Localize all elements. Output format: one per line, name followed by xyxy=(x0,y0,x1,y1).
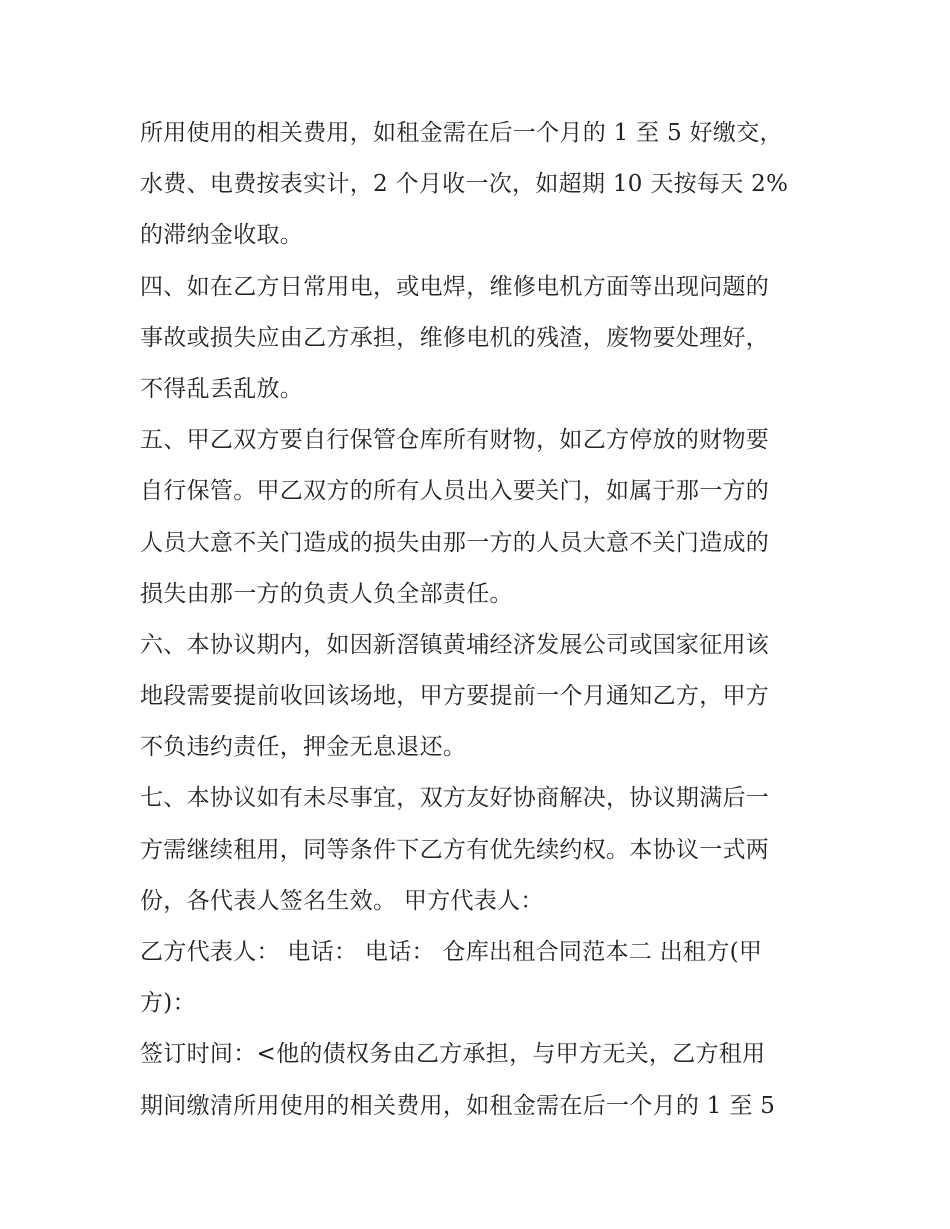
text-line: 事故或损失应由乙方承担，维修电机的残渣，废物要处理好， xyxy=(140,324,770,351)
text-line: 四、如在乙方日常用电，或电焊，维修电机方面等出现问题的 xyxy=(140,273,770,300)
text-line: 地段需要提前收回该场地，甲方要提前一个月通知乙方，甲方 xyxy=(140,683,770,710)
text-line: 期间缴清所用使用的相关费用，如租金需在后一个月的 1 至 5 xyxy=(140,1092,776,1119)
text-line: 七、本协议如有未尽事宜，双方友好协商解决，协议期满后一 xyxy=(140,785,770,812)
text-line: 水费、电费按表实计，2 个月收一次，如超期 10 天按每天 2% xyxy=(140,171,789,198)
text-line: 的滞纳金收取。 xyxy=(140,222,304,249)
text-line: 自行保管。甲乙双方的所有人员出入要关门，如属于那一方的 xyxy=(140,478,770,505)
text-line: 方)： xyxy=(140,990,196,1017)
text-line: 五、甲乙双方要自行保管仓库所有财物，如乙方停放的财物要 xyxy=(140,427,770,454)
text-line: 方需继续租用，同等条件下乙方有优先续约权。本协议一式两 xyxy=(140,836,770,863)
text-line: 损失由那一方的负责人负全部责任。 xyxy=(140,580,513,607)
document-body xyxy=(140,108,820,1132)
text-line: 份，各代表人签名生效。 甲方代表人： xyxy=(140,887,544,914)
text-line: 六、本协议期内，如因新滘镇黄埔经济发展公司或国家征用该 xyxy=(140,631,770,658)
text-line: 人员大意不关门造成的损失由那一方的人员大意不关门造成的 xyxy=(140,529,770,556)
text-line: 不得乱丢乱放。 xyxy=(140,375,304,402)
text-line: 签订时间：<他的债权务由乙方承担，与甲方无关，乙方租用 xyxy=(140,1041,766,1068)
text-line: 所用使用的相关费用，如租金需在后一个月的 1 至 5 好缴交， xyxy=(140,120,783,146)
text-line: 乙方代表人： 电话： 电话： 仓库出租合同范本二 出租方(甲 xyxy=(140,939,763,965)
text-line: 不负违约责任，押金无息退还。 xyxy=(140,734,467,761)
